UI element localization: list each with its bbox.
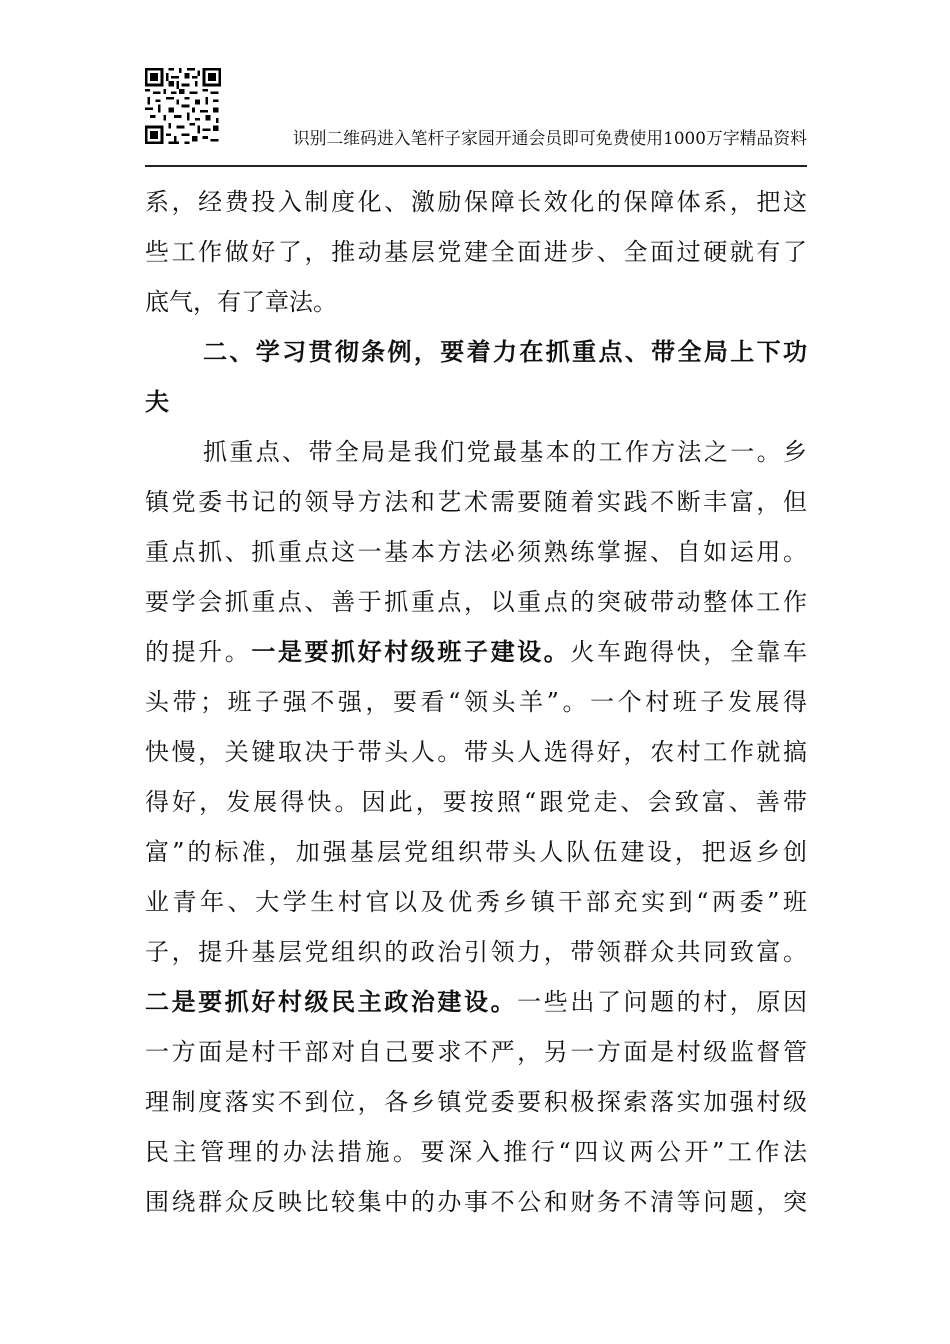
paragraph-line: 些工作做好了，推动基层党建全面进步、全面过硬就有了	[145, 238, 807, 266]
section-heading-continued: 夫	[145, 388, 169, 416]
paragraph-line: 重点抓、抓重点这一基本方法必须熟练掌握、自如运用。	[145, 538, 807, 566]
paragraph-line: 镇党委书记的领导方法和艺术需要随着实践不断丰富，但	[145, 488, 807, 516]
paragraph-line: 理制度落实不到位，各乡镇党委要积极探索落实加强村级	[145, 1088, 807, 1116]
paragraph-line: 民主管理的办法措施。要深入推行“四议两公开”工作法	[145, 1138, 807, 1166]
text-run: 火车跑得快，全靠车	[570, 638, 808, 666]
paragraph-line: 业青年、大学生村官以及优秀乡镇干部充实到“两委”班	[145, 888, 807, 916]
paragraph-line: 底气，有了章法。	[145, 288, 337, 316]
paragraph-line: 子，提升基层党组织的政治引领力，带领群众共同致富。	[145, 938, 807, 966]
header-divider	[145, 165, 807, 167]
paragraph-line: 围绕群众反映比较集中的办事不公和财务不清等问题，突	[145, 1188, 807, 1216]
paragraph-line: 富”的标准，加强基层党组织带头人队伍建设，把返乡创	[145, 838, 807, 866]
paragraph-line: 抓重点、带全局是我们党最基本的工作方法之一。乡	[203, 438, 807, 466]
header-promo-text: 识别二维码进入笔杆子家园开通会员即可免费使用1000万字精品资料	[292, 128, 807, 148]
text-run: 一些出了问题的村，原因	[517, 988, 808, 1016]
paragraph-line-mixed	[145, 627, 807, 677]
document-body	[145, 177, 807, 1227]
qr-code-icon[interactable]	[145, 68, 221, 144]
paragraph-line-mixed	[145, 977, 807, 1027]
paragraph-line: 得好，发展得快。因此，要按照“跟党走、会致富、善带	[145, 788, 807, 816]
paragraph-line: 快慢，关键取决于带头人。带头人选得好，农村工作就搞	[145, 738, 807, 766]
paragraph-line: 要学会抓重点、善于抓重点，以重点的突破带动整体工作	[145, 588, 807, 616]
paragraph-line: 头带；班子强不强，要看“领头羊”。一个村班子发展得	[145, 688, 807, 716]
text-run: 的提升。	[145, 638, 252, 666]
paragraph-line: 系，经费投入制度化、激励保障长效化的保障体系，把这	[145, 188, 807, 216]
paragraph-line: 一方面是村干部对自己要求不严，另一方面是村级监督管	[145, 1038, 807, 1066]
bold-point-one: 一是要抓好村级班子建设。	[251, 638, 571, 666]
page-header	[145, 68, 807, 166]
bold-point-two: 二是要抓好村级民主政治建设。	[145, 988, 518, 1016]
section-heading: 二、学习贯彻条例，要着力在抓重点、带全局上下功	[203, 338, 807, 366]
